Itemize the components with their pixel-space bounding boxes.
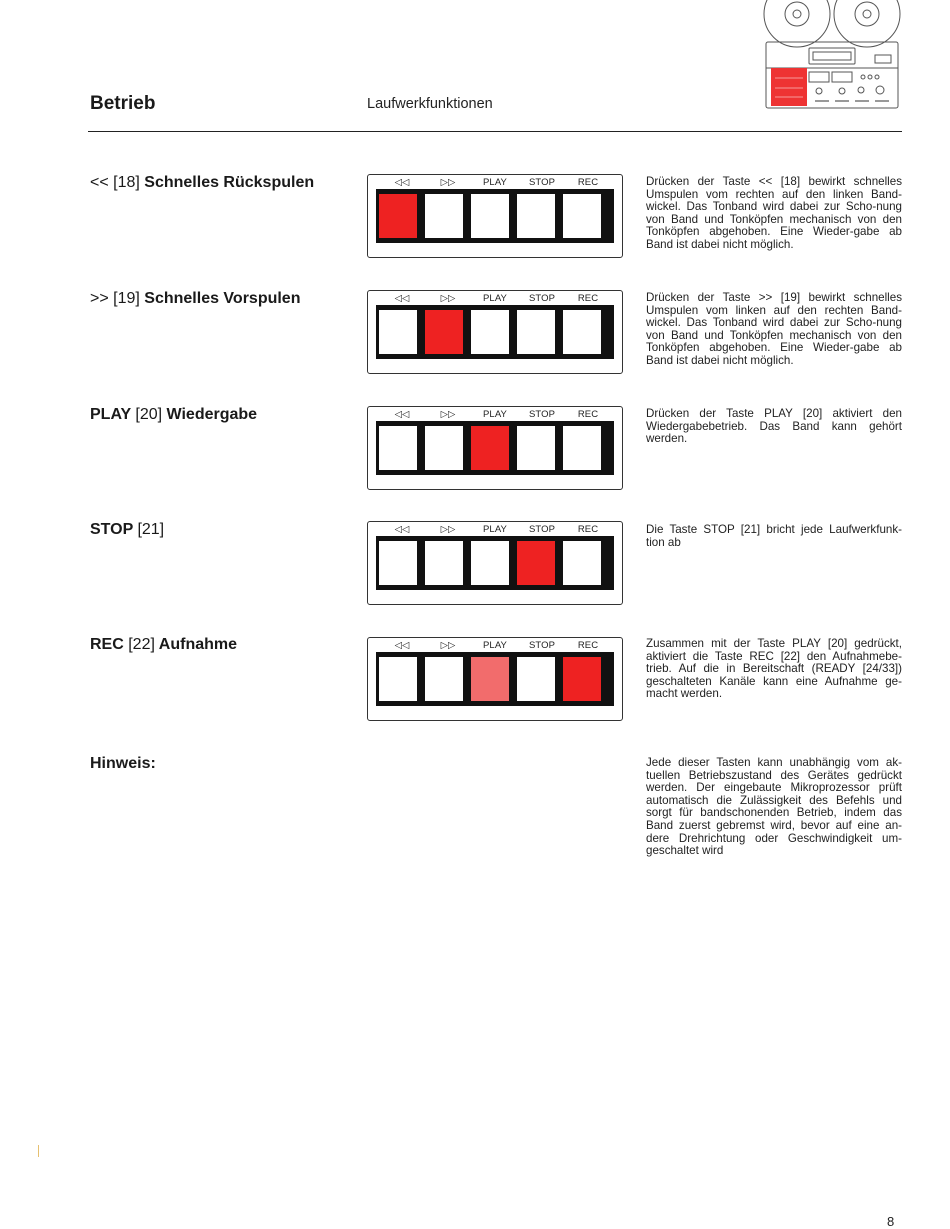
transport-panel-record — [367, 637, 623, 721]
section-symbol: << — [90, 174, 109, 191]
key-label-record: REC — [577, 640, 599, 651]
key-forward — [425, 657, 463, 701]
transport-panel-rewind — [367, 174, 623, 258]
margin-mark — [38, 1145, 39, 1157]
key-play — [471, 194, 509, 238]
key-label-rewind: ◁◁ — [394, 409, 410, 420]
key-frame — [376, 189, 614, 243]
key-label-forward: ▷▷ — [440, 524, 456, 535]
section-symbol: STOP — [90, 521, 133, 538]
section-heading-play — [90, 406, 257, 424]
header-divider — [88, 131, 902, 132]
key-label-rewind: ◁◁ — [394, 293, 410, 304]
section-symbol: >> — [90, 290, 109, 307]
key-label-record: REC — [577, 177, 599, 188]
key-forward — [425, 194, 463, 238]
section-heading-rewind — [90, 174, 314, 192]
key-label-stop: STOP — [528, 524, 556, 535]
page-number: 8 — [887, 1214, 895, 1229]
key-rewind — [379, 194, 417, 238]
section-number: [22] — [128, 636, 155, 653]
key-stop — [517, 426, 555, 470]
key-play — [471, 310, 509, 354]
key-record — [563, 310, 601, 354]
key-record — [563, 426, 601, 470]
tape-machine-illustration — [757, 0, 907, 112]
key-label-rewind: ◁◁ — [394, 524, 410, 535]
key-frame — [376, 652, 614, 706]
key-label-play: PLAY — [483, 524, 507, 535]
section-title: Schnelles Rückspulen — [144, 174, 315, 191]
key-label-play: PLAY — [483, 640, 507, 651]
key-record — [563, 657, 601, 701]
key-label-stop: STOP — [528, 177, 556, 188]
section-number: [20] — [135, 406, 163, 423]
key-play — [471, 426, 509, 470]
key-label-record: REC — [577, 409, 599, 420]
key-rewind — [379, 541, 417, 585]
key-label-rewind: ◁◁ — [394, 177, 410, 188]
key-label-forward: ▷▷ — [440, 177, 456, 188]
key-label-play: PLAY — [483, 409, 507, 420]
key-label-record: REC — [577, 293, 599, 304]
section-heading-forward — [90, 290, 300, 308]
note-text: Jede dieser Tasten kann unabhängig vom ak-tuellen Betriebszustand des Gerätes gedrückt werden. Der eingebaute Mikroprozessor prüft automatisch die Zulässigkeit des Befehls und sorgt für bandschonenden Betrieb, indem das Band zuerst gebremst wird, bevor auf eine an-dere Drehrichtung oder Geschwindigkeit um-geschaltet wird — [646, 756, 902, 858]
transport-panel-forward — [367, 290, 623, 374]
panel-labels — [368, 409, 622, 421]
panel-labels — [368, 524, 622, 536]
key-record — [563, 541, 601, 585]
key-label-play: PLAY — [483, 177, 507, 188]
key-frame — [376, 305, 614, 359]
section-description: Drücken der Taste << [18] bewirkt schnelles Umspulen vom rechten auf den linken Band-wickel. Das Tonband wird dabei zur Scho-nung von Band und Tonköpfen mechanisch von den Tonköpfen abgehoben. Eine Wieder-gabe ab Band ist dabei nicht möglich. — [646, 175, 902, 251]
key-play — [471, 657, 509, 701]
section-description: Zusammen mit der Taste PLAY [20] gedrückt, aktiviert die Taste REC [22] den Aufnahmebe-trieb. Auf die in Bereitschaft (READY [24/33]) geschalteten Kanäle kann eine Aufnahme ge-macht werden. — [646, 637, 902, 701]
key-rewind — [379, 310, 417, 354]
panel-labels — [368, 640, 622, 652]
section-symbol: REC — [90, 636, 124, 653]
section-heading-stop — [90, 521, 164, 539]
key-label-forward: ▷▷ — [440, 293, 456, 304]
key-stop — [517, 657, 555, 701]
key-stop — [517, 194, 555, 238]
section-description: Drücken der Taste >> [19] bewirkt schnelles Umspulen vom linken auf den rechten Band-wickel. Das Tonband wird dabei zur Scho-nung von Band und Tonköpfen mechanisch von den Tonköpfen abgehoben. Eine Wieder-gabe ab Band ist dabei nicht möglich. — [646, 291, 902, 367]
key-label-forward: ▷▷ — [440, 640, 456, 651]
page-subtitle: Laufwerkfunktionen — [367, 96, 493, 112]
key-label-play: PLAY — [483, 293, 507, 304]
section-number: [21] — [137, 521, 165, 538]
key-play — [471, 541, 509, 585]
key-label-record: REC — [577, 524, 599, 535]
key-rewind — [379, 426, 417, 470]
key-label-stop: STOP — [528, 293, 556, 304]
page-title: Betrieb — [90, 93, 156, 114]
key-rewind — [379, 657, 417, 701]
section-description: Die Taste STOP [21] bricht jede Laufwerkfunk-tion ab — [646, 523, 902, 549]
key-record — [563, 194, 601, 238]
section-symbol: PLAY — [90, 406, 131, 423]
key-frame — [376, 421, 614, 475]
key-forward — [425, 426, 463, 470]
section-title: Wiedergabe — [166, 406, 258, 423]
note-heading: Hinweis: — [90, 755, 156, 772]
key-forward — [425, 541, 463, 585]
key-label-stop: STOP — [528, 640, 556, 651]
section-description: Drücken der Taste PLAY [20] aktiviert den Wiedergabebetrieb. Das Band kann gehört werden. — [646, 407, 902, 446]
section-heading-record — [90, 636, 237, 654]
transport-panel-play — [367, 406, 623, 490]
panel-labels — [368, 177, 622, 189]
transport-panel-stop — [367, 521, 623, 605]
panel-labels — [368, 293, 622, 305]
key-label-stop: STOP — [528, 409, 556, 420]
key-forward — [425, 310, 463, 354]
key-label-forward: ▷▷ — [440, 409, 456, 420]
key-frame — [376, 536, 614, 590]
section-number: [18] — [113, 174, 140, 191]
section-title: Schnelles Vorspulen — [144, 290, 301, 307]
key-stop — [517, 310, 555, 354]
key-stop — [517, 541, 555, 585]
section-title: Aufnahme — [158, 636, 238, 653]
section-number: [19] — [113, 290, 140, 307]
key-label-rewind: ◁◁ — [394, 640, 410, 651]
